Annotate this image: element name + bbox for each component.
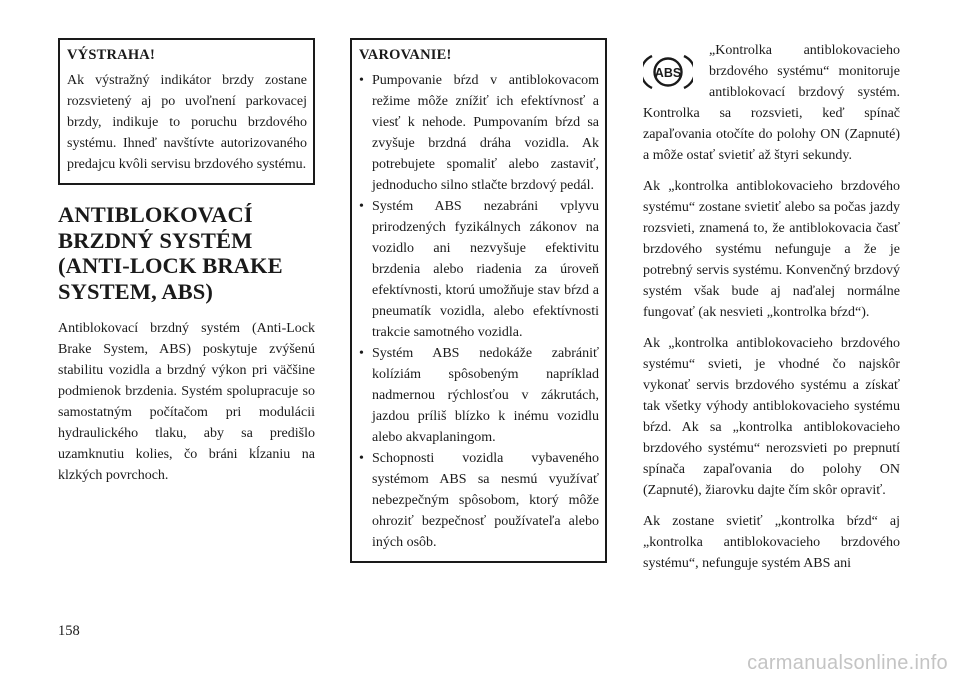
watermark: carmanualsonline.info xyxy=(747,652,948,674)
section-title-line: BRZDNÝ SYSTÉM xyxy=(58,227,253,253)
left-column xyxy=(58,38,315,496)
bullet: • xyxy=(359,73,364,88)
section-title-line: SYSTEM, ABS) xyxy=(58,278,213,304)
right-paragraph: „Kontrolka antiblokovacieho brzdového systému“ monitoruje antiblokovací brzdový systém. Kontrolka sa rozsvieti, keď spínač zapaľovania otočíte do polohy ON (Zapnuté) a môže ostať svietiť až štyri sekundy. xyxy=(643,43,900,163)
list-item xyxy=(359,70,599,196)
list-item xyxy=(359,196,599,343)
list-item-text: Systém ABS nedokáže zabrániť kolíziám spôsobeným napríklad nadmernou rýchlosťou v zákrutách, jazdou príliš blízko k inému vozidlu alebo akvaplaningom. xyxy=(372,346,599,445)
section-paragraph: Antiblokovací brzdný systém (Anti-Lock Brake System, ABS) poskytuje zvýšenú stabilitu vozidla a brzdný výkon pri väčšine podmienok brzdenia. Systém spolupracuje so samostatným počítačom pri modulácii hydraulického tlaku, aby sa predišlo uzamknutiu kolies, čo bráni kĺzaniu na klzkých povrchoch. xyxy=(58,321,315,483)
bullet: • xyxy=(359,346,364,361)
bullet: • xyxy=(359,199,364,214)
list-item-text: Pumpovanie bŕzd v antiblokovacom režime môže znížiť ich efektívnosť a viesť k nehode. Pumpovaním bŕzd sa zvyšuje brzdná dráha vozidla. Ak potrebujete spomaliť alebo zastaviť, jednoducho silno stlačte brzdový pedál. xyxy=(372,73,599,193)
warning-title: VÝSTRAHA! xyxy=(67,47,155,63)
caution-title: VAROVANIE! xyxy=(359,47,452,63)
right-paragraph: Ak „kontrolka antiblokovacieho brzdového systému“ zostane svietiť alebo sa počas jazdy rozsvieti, znamená to, že antiblokovacia časť brzdového systému nefunguje a že je potrebný servis systému. Konvenčný brzdový systém však bude aj naďalej normálne fungovať (ak nesvieti „kontrolka bŕzd“). xyxy=(643,179,900,320)
list-item-text: Schopnosti vozidla vybaveného systémom ABS sa nesmú využívať nebezpečným spôsobom, ktorý môže ohroziť bezpečnosť používateľa alebo iných osôb. xyxy=(372,451,599,550)
right-paragraph: Ak zostane svietiť „kontrolka bŕzd“ aj „kontrolka antiblokovacieho brzdového systému“, nefunguje systém ABS ani xyxy=(643,514,900,571)
list-item xyxy=(359,448,599,553)
section-title-line: (ANTI-LOCK BRAKE xyxy=(58,253,283,278)
right-paragraph: Ak „kontrolka antiblokovacieho brzdového systému“ svieti, je vhodné čo najskôr vykonať servis brzdového systému a získať tak všetky výhody antiblokovacieho systému bŕzd. Ak sa „kontrolka antiblokovacieho brzdového systému“ nerozsvieti po prepnutí spínača zapaľovania do polohy ON (Zapnuté), žiarovku dajte čím skôr opraviť. xyxy=(643,336,900,498)
right-column xyxy=(643,40,900,584)
caution-list xyxy=(359,70,599,553)
list-item xyxy=(359,343,599,448)
page-number: 158 xyxy=(58,623,80,639)
middle-column xyxy=(350,38,607,563)
caution-box xyxy=(350,38,607,563)
abs-warning-icon xyxy=(643,52,693,92)
abs-icon-label: ABS xyxy=(654,66,682,80)
warning-text: Ak výstražný indikátor brzdy zostane rozsvietený aj po uvoľnení parkovacej brzdy, indikuje to poruchu brzdového systému. Ihneď navštívte autorizovaného predajcu kvôli servisu brzdového systému. xyxy=(67,73,307,172)
section-title-line: ANTIBLOKOVACÍ xyxy=(58,202,253,227)
abs-intro xyxy=(643,40,900,176)
warning-box xyxy=(58,38,315,185)
list-item-text: Systém ABS nezabráni vplyvu prirodzených fyzikálnych zákonov na vozidlo ani nezvyšuje efektivitu brzdenia alebo riadenia za úroveň efektívnosti, ktorú umožňuje stav bŕzd a pneumatík vozidla, alebo efektívnosti trakcie samotného vozidla. xyxy=(372,199,599,340)
section-title xyxy=(58,202,315,304)
bullet: • xyxy=(359,451,364,466)
